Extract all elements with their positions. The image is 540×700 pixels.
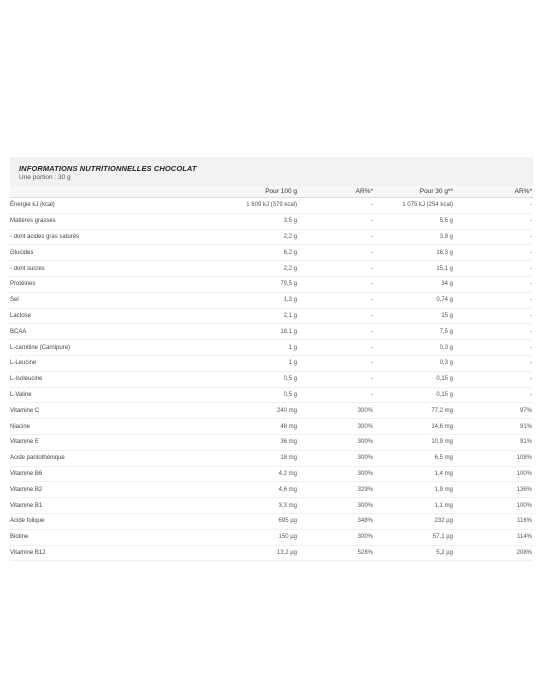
nutrition-header — [10, 157, 533, 186]
ar-per-30g: - — [454, 261, 533, 277]
table-row — [10, 434, 533, 450]
ar-per-30g: - — [454, 245, 533, 261]
value-per-30g: 1,1 mg — [374, 498, 454, 514]
value-per-100g: 1 g — [230, 355, 298, 371]
nutrient-name: - dont sucres — [10, 261, 230, 277]
value-per-30g: 15,1 g — [374, 261, 454, 277]
ar-per-30g: 136% — [454, 482, 533, 498]
value-per-100g: 0,5 g — [230, 371, 298, 387]
value-per-100g: 1,3 g — [230, 292, 298, 308]
nutrient-name: L-Isoleucine — [10, 371, 230, 387]
ar-per-30g: - — [454, 276, 533, 292]
table-row — [10, 229, 533, 245]
ar-per-100g: - — [298, 229, 374, 245]
table-header-row — [10, 186, 533, 198]
value-per-30g: 15 g — [374, 308, 454, 324]
ar-per-100g: - — [298, 292, 374, 308]
table-row — [10, 213, 533, 229]
table-row — [10, 292, 533, 308]
nutrient-name: Vitamine B2 — [10, 482, 230, 498]
ar-per-30g: 97% — [454, 403, 533, 419]
ar-per-100g: 300% — [298, 434, 374, 450]
value-per-30g: 10,9 mg — [374, 434, 454, 450]
ar-per-30g: - — [454, 340, 533, 356]
value-per-100g: 2,2 g — [230, 261, 298, 277]
section-title: INFORMATIONS NUTRITIONNELLES CHOCOLAT — [19, 164, 197, 173]
section-subtitle: Une portion : 30 g — [19, 174, 71, 181]
value-per-30g: 0,74 g — [374, 292, 454, 308]
table-row — [10, 450, 533, 466]
value-per-30g: 1,9 mg — [374, 482, 454, 498]
value-per-100g: 240 mg — [230, 403, 298, 419]
nutrient-name: Énergie kJ (kcal) — [10, 198, 230, 214]
ar-per-30g: 100% — [454, 498, 533, 514]
ar-per-30g: - — [454, 308, 533, 324]
value-per-100g: 18 mg — [230, 450, 298, 466]
ar-per-100g: - — [298, 340, 374, 356]
value-per-100g: 3,5 g — [230, 213, 298, 229]
value-per-100g: 36 mg — [230, 434, 298, 450]
value-per-30g: 14,6 mg — [374, 419, 454, 435]
nutrient-name: Vitamine C — [10, 403, 230, 419]
value-per-30g: 0,15 g — [374, 371, 454, 387]
ar-per-100g: - — [298, 308, 374, 324]
ar-per-30g: 91% — [454, 434, 533, 450]
table-row — [10, 513, 533, 529]
nutrient-name: Vitamine B12 — [10, 545, 230, 561]
value-per-100g: 2,1 g — [230, 308, 298, 324]
ar-per-30g: 116% — [454, 513, 533, 529]
nutrient-name: Biotine — [10, 529, 230, 545]
ar-per-30g: - — [454, 213, 533, 229]
ar-per-30g: 108% — [454, 450, 533, 466]
table-row — [10, 419, 533, 435]
value-per-30g: 0,15 g — [374, 387, 454, 403]
value-per-30g: 3,9 g — [374, 229, 454, 245]
value-per-100g: 13,2 µg — [230, 545, 298, 561]
value-per-100g: 18,1 g — [230, 324, 298, 340]
value-per-30g: 77,2 mg — [374, 403, 454, 419]
value-per-100g: 0,5 g — [230, 387, 298, 403]
nutrient-name: Acide pantothénique — [10, 450, 230, 466]
table-row — [10, 308, 533, 324]
ar-per-100g: - — [298, 276, 374, 292]
table-row — [10, 529, 533, 545]
value-per-30g: 34 g — [374, 276, 454, 292]
ar-per-30g: - — [454, 198, 533, 214]
ar-per-100g: - — [298, 387, 374, 403]
nutrient-name: L-Leucine — [10, 355, 230, 371]
nutrient-name: L-carnitine (Carnipure) — [10, 340, 230, 356]
table-body — [10, 198, 533, 561]
ar-per-100g: 300% — [298, 403, 374, 419]
value-per-100g: 1 g — [230, 340, 298, 356]
value-per-100g: 2,2 g — [230, 229, 298, 245]
value-per-100g: 1 609 kJ (379 kcal) — [230, 198, 298, 214]
table-row — [10, 371, 533, 387]
ar-per-100g: - — [298, 213, 374, 229]
ar-per-100g: - — [298, 245, 374, 261]
ar-per-30g: 91% — [454, 419, 533, 435]
value-per-30g: 0,3 g — [374, 355, 454, 371]
table-row — [10, 340, 533, 356]
table-row — [10, 276, 533, 292]
nutrient-name: Sel — [10, 292, 230, 308]
ar-per-30g: - — [454, 324, 533, 340]
ar-per-100g: 300% — [298, 498, 374, 514]
ar-per-30g: - — [454, 387, 533, 403]
table-row — [10, 261, 533, 277]
value-per-30g: 0,3 g — [374, 340, 454, 356]
nutrient-name: Lactose — [10, 308, 230, 324]
table-row — [10, 387, 533, 403]
nutrient-name: - dont acides gras saturés — [10, 229, 230, 245]
ar-per-100g: - — [298, 371, 374, 387]
header-nutrient — [10, 186, 230, 198]
ar-per-100g: 300% — [298, 529, 374, 545]
ar-per-100g: - — [298, 355, 374, 371]
nutrition-table — [10, 186, 533, 561]
ar-per-100g: - — [298, 261, 374, 277]
ar-per-100g: 300% — [298, 419, 374, 435]
table-row — [10, 198, 533, 214]
value-per-100g: 79,5 g — [230, 276, 298, 292]
table-row — [10, 498, 533, 514]
nutrient-name: BCAA — [10, 324, 230, 340]
value-per-100g: 4,6 mg — [230, 482, 298, 498]
ar-per-100g: 329% — [298, 482, 374, 498]
table-row — [10, 466, 533, 482]
header-per-100g: Pour 100 g — [230, 186, 298, 198]
nutrient-name: L-Valine — [10, 387, 230, 403]
header-ar-100g: AR%* — [298, 186, 374, 198]
table-row — [10, 403, 533, 419]
nutrient-name: Vitamine B6 — [10, 466, 230, 482]
nutrient-name: Acide folique — [10, 513, 230, 529]
table-row — [10, 482, 533, 498]
ar-per-100g: 528% — [298, 545, 374, 561]
value-per-100g: 6,2 g — [230, 245, 298, 261]
table-row — [10, 324, 533, 340]
nutrient-name: Glucides — [10, 245, 230, 261]
value-per-30g: 232 µg — [374, 513, 454, 529]
ar-per-30g: 100% — [454, 466, 533, 482]
ar-per-100g: - — [298, 324, 374, 340]
value-per-100g: 4,2 mg — [230, 466, 298, 482]
table-row — [10, 545, 533, 561]
value-per-100g: 150 µg — [230, 529, 298, 545]
value-per-30g: 1,4 mg — [374, 466, 454, 482]
value-per-30g: 7,5 g — [374, 324, 454, 340]
header-per-30g: Pour 30 g** — [374, 186, 454, 198]
ar-per-30g: - — [454, 355, 533, 371]
ar-per-100g: 300% — [298, 466, 374, 482]
nutrient-name: Matières grasses — [10, 213, 230, 229]
ar-per-100g: 348% — [298, 513, 374, 529]
value-per-30g: 16,3 g — [374, 245, 454, 261]
ar-per-100g: - — [298, 198, 374, 214]
nutrient-name: Niacine — [10, 419, 230, 435]
value-per-30g: 6,5 mg — [374, 450, 454, 466]
value-per-100g: 3,3 mg — [230, 498, 298, 514]
table-row — [10, 355, 533, 371]
nutrient-name: Vitamine E — [10, 434, 230, 450]
nutrient-name: Protéines — [10, 276, 230, 292]
ar-per-30g: - — [454, 229, 533, 245]
header-ar-30g: AR%* — [454, 186, 533, 198]
value-per-30g: 57,1 µg — [374, 529, 454, 545]
value-per-30g: 1 075 kJ (254 kcal) — [374, 198, 454, 214]
ar-per-30g: 114% — [454, 529, 533, 545]
value-per-100g: 695 µg — [230, 513, 298, 529]
ar-per-100g: 300% — [298, 450, 374, 466]
ar-per-30g: 208% — [454, 545, 533, 561]
nutrient-name: Vitamine B1 — [10, 498, 230, 514]
value-per-30g: 5,2 µg — [374, 545, 454, 561]
ar-per-30g: - — [454, 371, 533, 387]
value-per-30g: 5,6 g — [374, 213, 454, 229]
ar-per-30g: - — [454, 292, 533, 308]
nutrition-panel — [10, 157, 533, 561]
value-per-100g: 48 mg — [230, 419, 298, 435]
table-row — [10, 245, 533, 261]
